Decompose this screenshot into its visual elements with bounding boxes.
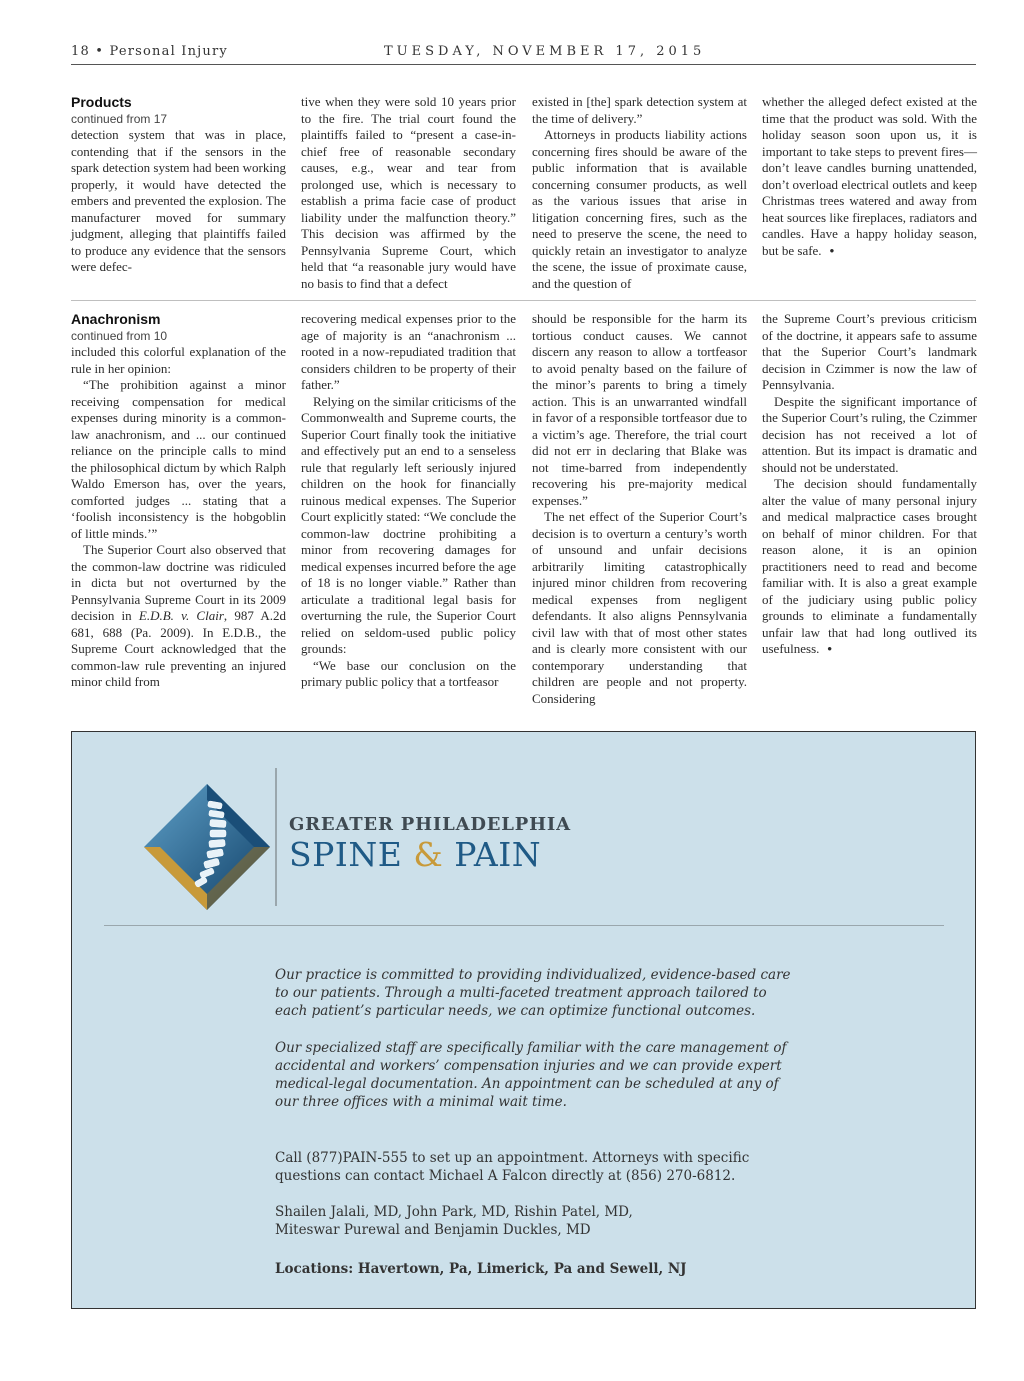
end-bullet: • xyxy=(827,641,832,656)
article-paragraph: whether the alleged defect existed at the time that the product was sold. With the holiday season soon upon us, it is important to take steps to prevent fires—don’t leave candles burning unattended, don’t overload electrical outlets and keep Christmas trees watered and away from heat sources like fireplaces, radiators and candles. Have a happy holiday season, but be safe. • xyxy=(762,94,977,258)
header-rule xyxy=(71,64,976,65)
ad-staff-paragraph: Our specialized staff are specifically familiar with the care management of accidental and workers’ compensation injuries and we can provide expert medical-legal documentation. An appointment can be scheduled at any of our three offices with a minimal wait time. xyxy=(275,1040,787,1110)
products-col-3 xyxy=(532,94,747,292)
anachronism-continued: continued from 10 xyxy=(71,329,168,343)
article-paragraph: should be responsible for the harm its tortious conduct causes. We cannot discern any reason to allow a tortfeasor to avoid penalty based on the failure of the minor’s parents to bring a timely action. This is an unwarranted windfall in favor of a responsible tortfeasor due to a victim’s age. Therefore, the trial court did not err in declaring that Blake was not time-barred from independently recovering his pre-majority medical expenses.” xyxy=(532,311,747,508)
spine-logo-icon xyxy=(142,782,272,912)
logo-divider xyxy=(275,768,277,906)
anachronism-col-1 xyxy=(71,311,286,691)
article-paragraph: existed in [the] spark detection system at the time of delivery.” xyxy=(532,94,747,126)
article-paragraph: tive when they were sold 10 years prior to the fire. The trial court found the plaintiffs failed to “present a case-in-chief free of reasonable secondary causes, e.g., wear and tear from prolonged use, which is necessary to establish a prima facie case of product liability under the malfunction theory.” This decision was affirmed by the Pennsylvania Supreme Court, which held that “a reasonable jury would have no basis to find that a defect xyxy=(301,94,516,291)
products-section xyxy=(71,94,976,294)
anachronism-col-4 xyxy=(762,311,977,658)
section-divider xyxy=(71,300,976,301)
article-paragraph: included this colorful explanation of the rule in her opinion: xyxy=(71,344,286,376)
products-continued: continued from 17 xyxy=(71,112,168,126)
article-paragraph: The Superior Court also observed that the common-law doctrine was ridiculed in dicta but not overturned by the Pennsylvania Supreme Court in its 2009 decision in E.D.B. v. Clair, 987 A.2d 681, 688 (Pa. 2009). In E.D.B., the Supreme Court acknowledged that the common-law rule preventing an injured minor child from xyxy=(71,542,287,689)
ad-divider xyxy=(104,925,944,926)
article-paragraph: “The prohibition against a minor receiving compensation for medical expenses during minority is a common-law anachronism, and ... our continued reliance on the principle calls to mind the philosophical dictum by which Ralph Waldo Emerson has, over the years, comforted judges ... stating that a ‘foolish inconsistency is the hobgoblin of little minds.’” xyxy=(71,377,286,541)
logo-text-main: SPINE & PAIN xyxy=(289,835,542,874)
article-paragraph: the Supreme Court’s previous criticism of the doctrine, it appears safe to assume that the Superior Court’s landmark decision in Czimmer is now the law of Pennsylvania. xyxy=(762,311,977,392)
products-col-1 xyxy=(71,94,286,276)
spine-pain-advertisement xyxy=(71,731,976,1309)
anachronism-section xyxy=(71,311,976,711)
products-kicker: Products xyxy=(71,94,132,110)
article-paragraph: The net effect of the Superior Court’s decision is to overturn a century’s worth of unsound and unfair decisions arbitrarily limiting catastrophically injured minor children from recovering medical expenses from negligent defendants. It also aligns Pennsylvania civil law with that of most other states and is clearly more consistent with our contemporary understanding that children are people and not property. Considering xyxy=(532,509,747,706)
products-col-4 xyxy=(762,94,977,259)
ad-contact-text: Call (877)PAIN-555 to set up an appointment. Attorneys with specific questions can contact Michael A Falcon directly at (856) 270-6812. xyxy=(275,1150,750,1184)
products-col-2 xyxy=(301,94,516,292)
issue-date: TUESDAY, NOVEMBER 17, 2015 xyxy=(384,44,706,59)
ad-locations: Locations: Havertown, Pa, Limerick, Pa and Sewell, NJ xyxy=(275,1261,687,1277)
anachronism-col-2 xyxy=(301,311,516,691)
page-header xyxy=(71,44,976,64)
article-paragraph: Despite the significant importance of the Superior Court’s ruling, the Czimmer decision has not received a lot of attention. But its impact is dramatic and should not be understated. xyxy=(762,393,977,475)
article-paragraph: The decision should fundamentally alter the value of many personal injury and medical malpractice cases brought on behalf of minor children. For that reason alone, it is an opinion practitioners need to read and become familiar with. It is also a great example of the judiciary using public policy grounds to eliminate a fundamentally unfair law that had long outlived its usefulness. • xyxy=(762,476,977,656)
case-citation: E.D.B. v. Clair xyxy=(138,608,224,623)
article-paragraph: Relying on the similar criticisms of the Commonwealth and Supreme courts, the Superior Court finally took the initiative and effectively put an end to a senseless rule that regularly left seriously injured children on the hook for financially ruinous medical expenses. The Superior Court explicitly stated: “We conclude the common-law doctrine prohibiting a minor from recovering damages for medical expenses incurred before the age of 18 is no longer viable.” Rather than articulate a traditional legal basis for overturning the rule, the Superior Court relied on seldom-used public policy grounds: xyxy=(301,393,516,656)
article-paragraph: Attorneys in products liability actions concerning fires should be aware of the public information that is available concerning consumer products, as well as the various issues that arise in litigation concerning fires, such as the need to preserve the scene, the need to quickly retain an investigator to analyze the scene, the issue of proximate cause, and the question of xyxy=(532,127,747,291)
article-paragraph: detection system that was in place, contending that if the sensors in the spark detection system had been working properly, it would have detected the embers and prevented the explosion. The manufacturer moved for summary judgment, alleging that plaintiffs failed to produce any evidence that the sensors were defec- xyxy=(71,127,286,274)
anachronism-kicker: Anachronism xyxy=(71,311,161,327)
logo-ampersand: & xyxy=(413,835,444,874)
article-paragraph: “We base our conclusion on the primary public policy that a tortfeasor xyxy=(301,657,516,689)
end-bullet: • xyxy=(829,242,835,258)
ad-mission-paragraph: Our practice is committed to providing individualized, evidence-based care to our patients. Through a multi-faceted treatment approach tailored to each patient’s particular needs, we can optimize functional outcomes. xyxy=(275,967,791,1019)
ad-doctors-list: Shailen Jalali, MD, John Park, MD, Rishin Patel, MD, Miteswar Purewal and Benjamin Duckles, MD xyxy=(275,1204,633,1238)
article-paragraph: recovering medical expenses prior to the age of majority is an “anachronism ... rooted in a now-repudiated tradition that considers children to be property of their father.” xyxy=(301,311,516,392)
anachronism-col-3 xyxy=(532,311,747,707)
logo-text-top: GREATER PHILADELPHIA xyxy=(289,814,571,835)
page-section-label: 18 • Personal Injury xyxy=(71,44,228,59)
